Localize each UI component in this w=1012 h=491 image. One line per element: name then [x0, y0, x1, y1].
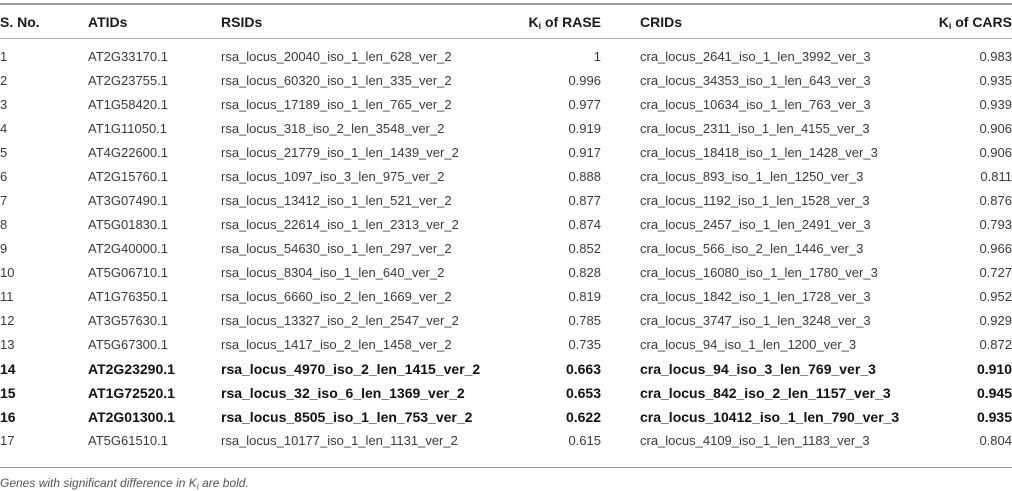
- cell-atid: AT5G01830.1: [88, 217, 168, 232]
- cell-ki-cars: 0.983: [979, 49, 1012, 64]
- cell-ki-cars: 0.906: [979, 121, 1012, 136]
- cell-ki-cars: 0.935: [976, 409, 1012, 425]
- header-ki-rase-suffix: of RASE: [541, 14, 601, 30]
- cell-crid: cra_locus_34353_iso_1_len_643_ver_3: [640, 73, 871, 88]
- cell-crid: cra_locus_3747_iso_1_len_3248_ver_3: [640, 313, 871, 328]
- table-header-rule: [0, 38, 1012, 39]
- header-atids: ATIDs: [88, 14, 128, 30]
- cell-atid: AT3G07490.1: [88, 193, 168, 208]
- cell-rsid: rsa_locus_54630_iso_1_len_297_ver_2: [221, 241, 452, 256]
- cell-ki-cars: 0.910: [976, 361, 1012, 377]
- cell-atid: AT5G61510.1: [88, 433, 168, 448]
- footnote-prefix: Genes with significant difference in K: [0, 476, 197, 490]
- table-row: [0, 69, 1012, 93]
- cell-ki-rase: 0.615: [568, 433, 601, 448]
- cell-ki-rase: 1: [593, 49, 601, 64]
- header-ki-cars-sub: i: [948, 21, 952, 31]
- cell-rsid: rsa_locus_21779_iso_1_len_1439_ver_2: [221, 145, 459, 160]
- cell-crid: cra_locus_94_iso_1_len_1200_ver_3: [640, 337, 857, 352]
- cell-sno: 17: [0, 433, 15, 448]
- cell-ki-cars: 0.966: [979, 241, 1012, 256]
- cell-ki-rase: 0.888: [568, 169, 601, 184]
- table-header-row: [0, 6, 1012, 38]
- cell-crid: cra_locus_2641_iso_1_len_3992_ver_3: [640, 49, 871, 64]
- cell-ki-rase: 0.977: [568, 97, 601, 112]
- cell-ki-rase: 0.819: [568, 289, 601, 304]
- table-row: [0, 189, 1012, 213]
- cell-sno: 4: [0, 121, 8, 136]
- cell-ki-cars: 0.945: [976, 385, 1012, 401]
- cell-sno: 9: [0, 241, 8, 256]
- cell-ki-cars: 0.727: [979, 265, 1012, 280]
- cell-ki-cars: 0.906: [979, 145, 1012, 160]
- table-row: [0, 309, 1012, 333]
- cell-ki-cars: 0.935: [979, 73, 1012, 88]
- cell-rsid: rsa_locus_4970_iso_2_len_1415_ver_2: [221, 361, 481, 377]
- cell-crid: cra_locus_566_iso_2_len_1446_ver_3: [640, 241, 864, 256]
- table-bottom-rule: [0, 467, 1012, 468]
- cell-ki-cars: 0.929: [979, 313, 1012, 328]
- cell-ki-cars: 0.872: [979, 337, 1012, 352]
- cell-ki-cars: 0.811: [980, 169, 1012, 184]
- cell-sno: 10: [0, 265, 15, 280]
- cell-rsid: rsa_locus_60320_iso_1_len_335_ver_2: [221, 73, 452, 88]
- cell-crid: cra_locus_4109_iso_1_len_1183_ver_3: [640, 433, 870, 448]
- cell-sno: 7: [0, 193, 8, 208]
- cell-rsid: rsa_locus_10177_iso_1_len_1131_ver_2: [221, 433, 458, 448]
- cell-atid: AT1G58420.1: [88, 97, 168, 112]
- cell-ki-cars: 0.876: [979, 193, 1012, 208]
- cell-ki-rase: 0.785: [568, 313, 601, 328]
- table-row: [0, 261, 1012, 285]
- cell-atid: AT4G22600.1: [88, 145, 168, 160]
- table-row: [0, 141, 1012, 165]
- cell-crid: cra_locus_2311_iso_1_len_4155_ver_3: [640, 121, 870, 136]
- cell-rsid: rsa_locus_13412_iso_1_len_521_ver_2: [221, 193, 452, 208]
- cell-crid: cra_locus_893_iso_1_len_1250_ver_3: [640, 169, 864, 184]
- table-row: [0, 165, 1012, 189]
- cell-sno: 2: [0, 73, 8, 88]
- cell-sno: 14: [0, 361, 16, 377]
- header-rsids: RSIDs: [221, 14, 263, 30]
- cell-ki-rase: 0.996: [568, 73, 601, 88]
- cell-sno: 3: [0, 97, 8, 112]
- header-ki-rase: [528, 10, 601, 38]
- cell-atid: AT5G06710.1: [88, 265, 168, 280]
- table-row: [0, 237, 1012, 261]
- header-crids: CRIDs: [640, 14, 683, 30]
- cell-sno: 8: [0, 217, 8, 232]
- cell-sno: 5: [0, 145, 8, 160]
- cell-crid: cra_locus_10634_iso_1_len_763_ver_3: [640, 97, 871, 112]
- table-row: [0, 93, 1012, 117]
- cell-ki-rase: 0.828: [568, 265, 601, 280]
- cell-rsid: rsa_locus_318_iso_2_len_3548_ver_2: [221, 121, 445, 136]
- cell-atid: AT2G23755.1: [88, 73, 168, 88]
- footnote-sub: i: [196, 481, 199, 491]
- table-top-rule: [0, 3, 1012, 5]
- cell-rsid: rsa_locus_8304_iso_1_len_640_ver_2: [221, 265, 445, 280]
- cell-ki-rase: 0.919: [568, 121, 601, 136]
- cell-ki-rase: 0.877: [568, 193, 601, 208]
- cell-crid: cra_locus_16080_iso_1_len_1780_ver_3: [640, 265, 878, 280]
- cell-ki-rase: 0.622: [565, 409, 601, 425]
- cell-sno: 1: [0, 49, 8, 64]
- cell-atid: AT2G15760.1: [88, 169, 168, 184]
- cell-rsid: rsa_locus_32_iso_6_len_1369_ver_2: [221, 385, 465, 401]
- cell-crid: cra_locus_18418_iso_1_len_1428_ver_3: [640, 145, 878, 160]
- cell-crid: cra_locus_2457_iso_1_len_2491_ver_3: [640, 217, 871, 232]
- cell-ki-cars: 0.793: [979, 217, 1012, 232]
- cell-atid: AT2G23290.1: [88, 361, 175, 377]
- cell-atid: AT2G40000.1: [88, 241, 168, 256]
- cell-atid: AT1G76350.1: [88, 289, 168, 304]
- cell-rsid: rsa_locus_6660_iso_2_len_1669_ver_2: [221, 289, 452, 304]
- table-row: [0, 45, 1012, 69]
- cell-rsid: rsa_locus_1417_iso_2_len_1458_ver_2: [221, 337, 452, 352]
- header-ki-cars-prefix: K: [938, 14, 949, 30]
- table-row: [0, 117, 1012, 141]
- table-row: [0, 429, 1012, 453]
- cell-ki-cars: 0.804: [979, 433, 1012, 448]
- cell-sno: 6: [0, 169, 8, 184]
- table-row: [0, 357, 1012, 381]
- header-ki-rase-prefix: K: [528, 14, 539, 30]
- cell-crid: cra_locus_1842_iso_1_len_1728_ver_3: [640, 289, 871, 304]
- cell-sno: 13: [0, 337, 15, 352]
- cell-ki-rase: 0.663: [565, 361, 601, 377]
- cell-ki-rase: 0.653: [565, 385, 601, 401]
- footnote-suffix: are bold.: [198, 476, 249, 490]
- cell-crid: cra_locus_94_iso_3_len_769_ver_3: [640, 361, 876, 377]
- cell-crid: cra_locus_10412_iso_1_len_790_ver_3: [640, 409, 900, 425]
- cell-atid: AT3G57630.1: [88, 313, 168, 328]
- table-footnote: [0, 476, 249, 491]
- cell-sno: 12: [0, 313, 15, 328]
- cell-sno: 15: [0, 385, 16, 401]
- cell-crid: cra_locus_1192_iso_1_len_1528_ver_3: [640, 193, 870, 208]
- cell-ki-rase: 0.852: [568, 241, 601, 256]
- cell-rsid: rsa_locus_1097_iso_3_len_975_ver_2: [221, 169, 445, 184]
- table-row: [0, 405, 1012, 429]
- table-row: [0, 333, 1012, 357]
- cell-sno: 11: [0, 289, 14, 304]
- cell-crid: cra_locus_842_iso_2_len_1157_ver_3: [640, 385, 891, 401]
- cell-atid: AT2G33170.1: [88, 49, 168, 64]
- cell-atid: AT1G72520.1: [88, 385, 175, 401]
- table-row: [0, 381, 1012, 405]
- cell-ki-rase: 0.917: [568, 145, 601, 160]
- header-ki-rase-sub: i: [538, 21, 542, 31]
- cell-rsid: rsa_locus_20040_iso_1_len_628_ver_2: [221, 49, 452, 64]
- cell-rsid: rsa_locus_8505_iso_1_len_753_ver_2: [221, 409, 473, 425]
- cell-ki-cars: 0.952: [979, 289, 1012, 304]
- cell-atid: AT5G67300.1: [88, 337, 168, 352]
- cell-atid: AT1G11050.1: [88, 121, 168, 136]
- cell-rsid: rsa_locus_22614_iso_1_len_2313_ver_2: [221, 217, 459, 232]
- table-row: [0, 213, 1012, 237]
- cell-ki-rase: 0.874: [568, 217, 601, 232]
- header-ki-cars-suffix: of CARS: [951, 14, 1012, 30]
- cell-sno: 16: [0, 409, 16, 425]
- header-ki-cars: [939, 10, 1012, 38]
- cell-rsid: rsa_locus_17189_iso_1_len_765_ver_2: [221, 97, 452, 112]
- cell-ki-rase: 0.735: [568, 337, 601, 352]
- cell-atid: AT2G01300.1: [88, 409, 175, 425]
- table-row: [0, 285, 1012, 309]
- cell-rsid: rsa_locus_13327_iso_2_len_2547_ver_2: [221, 313, 459, 328]
- cell-ki-cars: 0.939: [979, 97, 1012, 112]
- header-sno: S. No.: [0, 14, 40, 30]
